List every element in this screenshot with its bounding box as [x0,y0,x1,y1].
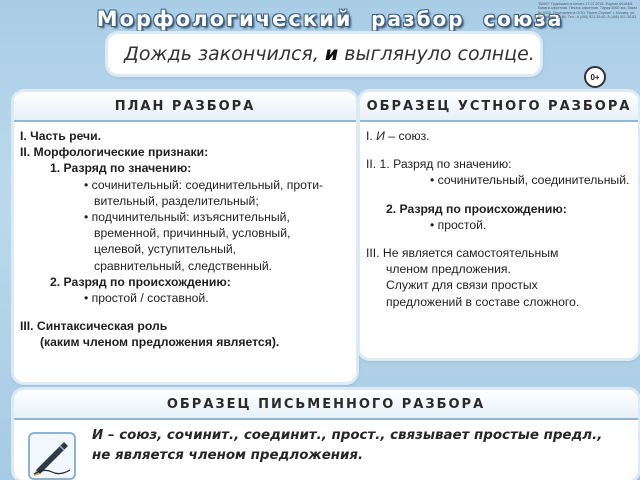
publisher-imprint: "ВАКО" Подписано в печать 17.07.2018. Формат 60×84/8. Бумага офсетная. Печать офсетная. Тираж 5000 экз. Заказ № 5432. Отпечатано в ООО "Принт-Сервис" г. Москва, ул. Бутырская, д. 86. Тел.: 8 (495) 921-35-62, 8 (495) 921-35-63 [538,2,637,20]
oral-item-3-cont: Служит для связи простых [386,278,538,293]
plan-panel [14,92,356,382]
oral-analysis-body [360,122,638,310]
oral-item-3-cont: предложений в составе сложного. [386,294,580,309]
plan-bullet-cont: сравнительный, следственный. [94,258,273,273]
plan-item-3: III. Синтаксическая роль [20,319,168,334]
oral-analysis-heading: ОБРАЗЕЦ УСТНОГО РАЗБОРА [360,92,638,122]
written-line-2: не является членом предложения. [92,448,364,463]
written-analysis-text [92,426,602,466]
plan-bullet: • простой / составной. [20,290,350,306]
oral-item-1: I. И – союз. [366,129,430,143]
plan-item-2-1: 1. Разряд по значению: [50,161,192,176]
title-word-1: Морфологический [96,7,353,31]
plan-bullet: • сочинительный: соединительный, проти- [20,177,350,193]
pen-icon [28,432,76,480]
plan-item-2: II. Морфологические признаки: [20,145,209,160]
example-sentence: Дождь закончился, и выглянуло солнце. [124,43,535,65]
page-title [96,4,564,34]
plan-bullet-cont: целевой, уступительный, [94,242,237,257]
plan-item-2-2: 2. Разряд по происхождению: [50,274,231,289]
plan-item-1: I. Часть речи. [20,129,101,143]
plan-bullet-cont: вительный, разделительный; [94,193,259,208]
plan-bullet: • подчинительный: изъяснительный, [20,209,350,225]
oral-bullet: • сочинительный, соединительный. [366,172,632,188]
written-analysis-panel [14,390,638,480]
example-sentence-box [108,34,540,74]
oral-item-2: II. 1. Разряд по значению: [366,157,512,172]
title-word-3: союза [483,7,564,31]
title-word-2: разбор [371,7,465,31]
written-analysis-heading: ОБРАЗЕЦ ПИСЬМЕННОГО РАЗБОРА [14,390,638,420]
plan-bullet-cont: временной, причинный, условный, [94,226,291,241]
oral-bullet: • простой. [366,217,632,233]
example-conjunction: и [324,43,339,65]
oral-item-3: III. Не является самостоятельным [366,246,559,261]
written-line-1: И – союз, сочинит., соединит., прост., связывает простые предл., [92,428,603,443]
age-rating-badge: 0+ [584,66,606,88]
oral-item-2-2: 2. Разряд по происхождению: [386,201,567,216]
plan-body [14,122,356,351]
plan-item-3-note: (каким членом предложения является). [40,335,280,350]
oral-item-3-cont: членом предложения. [386,262,511,277]
oral-analysis-panel [360,92,638,358]
plan-heading: ПЛАН РАЗБОРА [14,92,356,122]
